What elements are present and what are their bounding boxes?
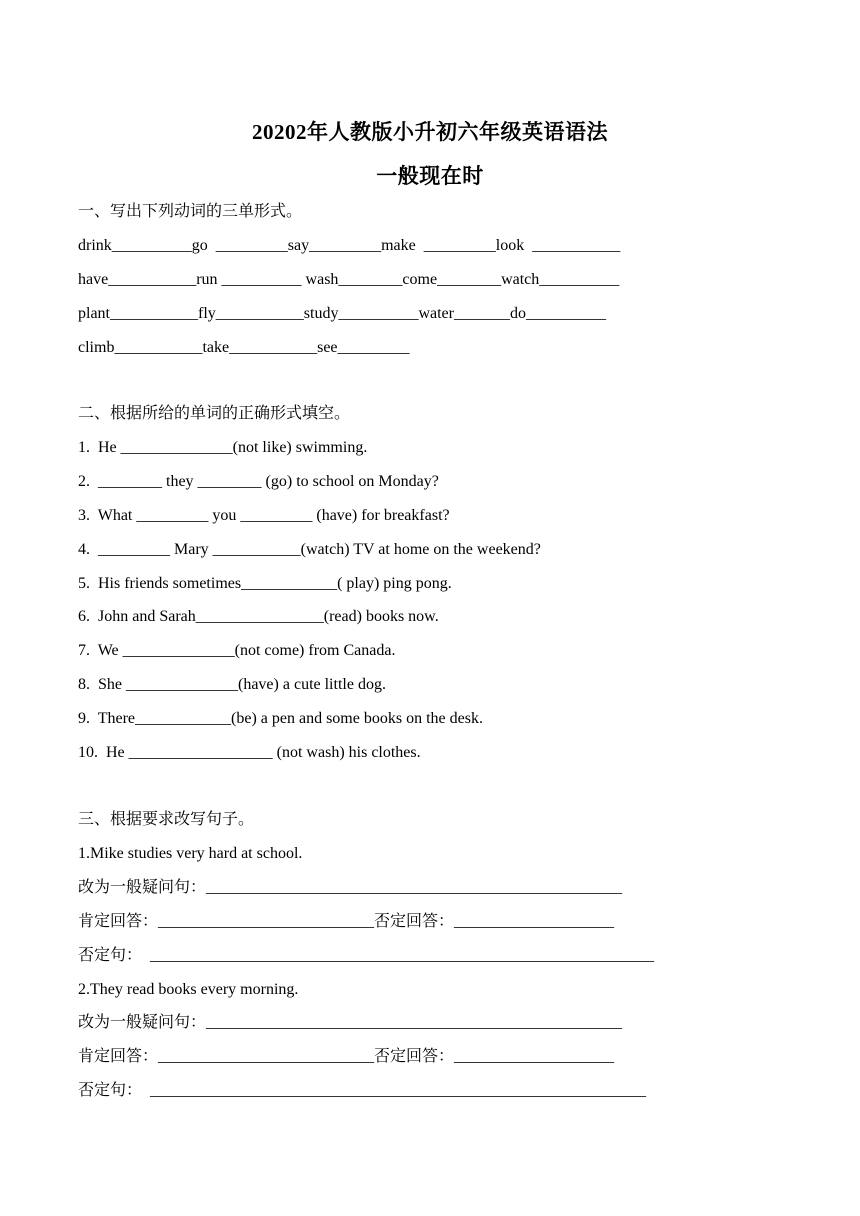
- verb-row: have___________run __________ wash________come________watch__________: [78, 271, 620, 288]
- question-item: 6. John and Sarah________________(read) books now.: [78, 608, 439, 625]
- verb-row: climb___________take___________see_________: [78, 339, 410, 356]
- verb-row: drink__________go _________say_________make _________look ___________: [78, 237, 621, 254]
- question-item: 4. _________ Mary ___________(watch) TV at home on the weekend?: [78, 541, 541, 558]
- page-title: 20202年人教版小升初六年级英语语法: [252, 120, 608, 144]
- question-item: 2. ________ they ________ (go) to school on Monday?: [78, 473, 439, 490]
- rewrite-line: 肯定回答：___________________________否定回答：____________________: [78, 913, 615, 930]
- rewrite-line: 否定句： ______________________________________________________________: [78, 1082, 647, 1099]
- section-3-heading: 三、根据要求改写句子。: [78, 811, 255, 828]
- question-item: 9. There____________(be) a pen and some books on the desk.: [78, 710, 483, 727]
- question-item: 5. His friends sometimes____________( play) ping pong.: [78, 575, 452, 592]
- rewrite-sentence: 1.Mike studies very hard at school.: [78, 845, 303, 862]
- verb-row: plant___________fly___________study__________water_______do__________: [78, 305, 606, 322]
- question-item: 7. We ______________(not come) from Canada.: [78, 642, 396, 659]
- rewrite-line: 改为一般疑问句：____________________________________________________: [78, 1014, 623, 1031]
- rewrite-line: 否定句： _______________________________________________________________: [78, 947, 655, 964]
- section-1-heading: 一、写出下列动词的三单形式。: [78, 203, 303, 220]
- question-item: 1. He ______________(not like) swimming.: [78, 439, 368, 456]
- question-item: 8. She ______________(have) a cute little dog.: [78, 676, 386, 693]
- rewrite-sentence: 2.They read books every morning.: [78, 981, 299, 998]
- question-item: 10. He __________________ (not wash) his clothes.: [78, 744, 421, 761]
- rewrite-line: 改为一般疑问句：____________________________________________________: [78, 879, 623, 896]
- rewrite-line: 肯定回答：___________________________否定回答：____________________: [78, 1048, 615, 1065]
- section-2-heading: 二、根据所给的单词的正确形式填空。: [78, 405, 351, 422]
- question-item: 3. What _________ you _________ (have) for breakfast?: [78, 507, 450, 524]
- page-subtitle: 一般现在时: [376, 164, 484, 188]
